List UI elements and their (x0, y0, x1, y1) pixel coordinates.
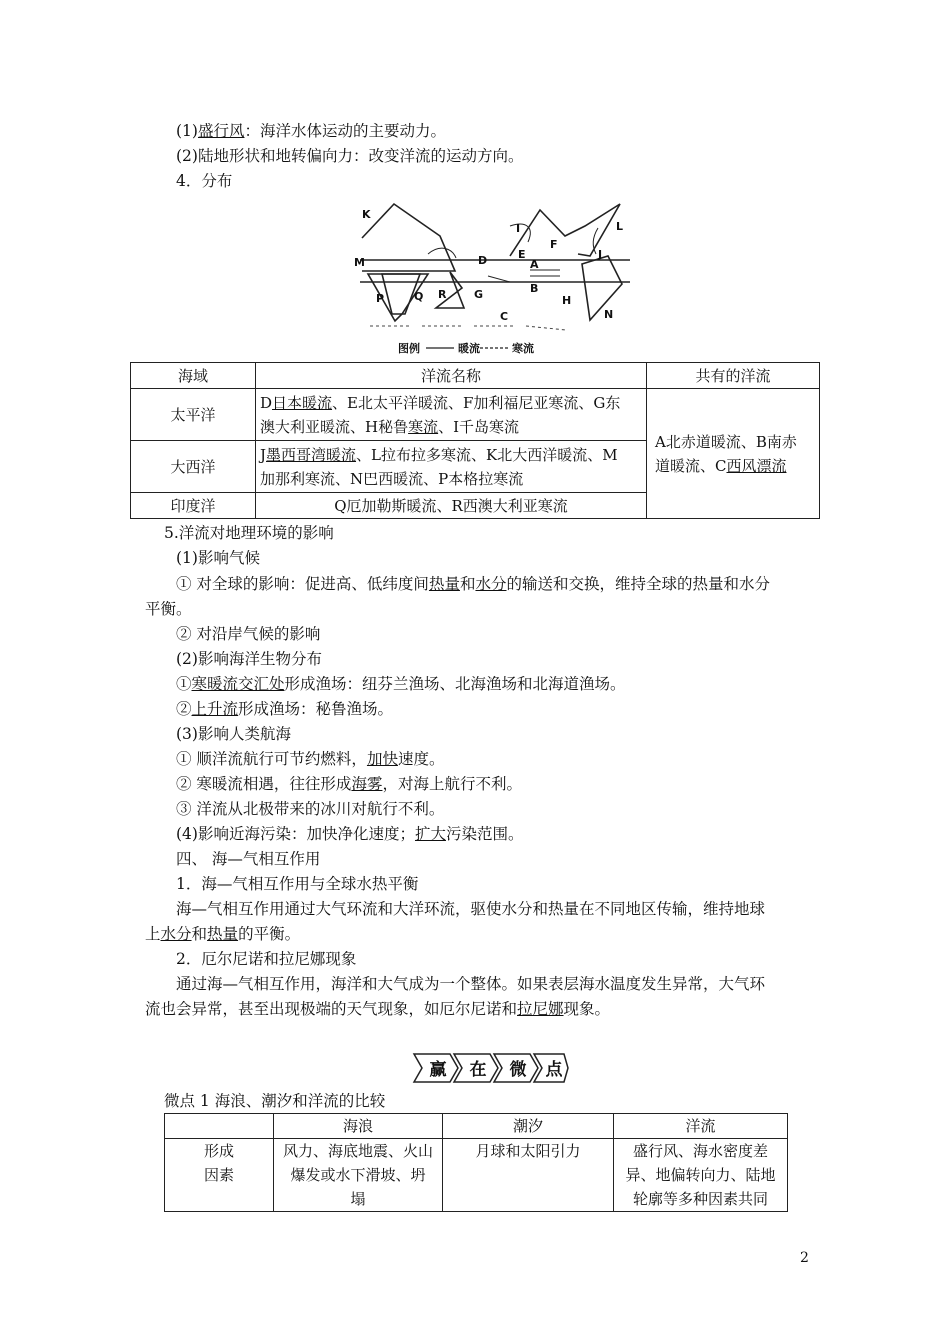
row-pacific-name: 太平洋 (131, 389, 256, 441)
banner-char-2: 在 (469, 1060, 487, 1080)
label-B: B (530, 282, 539, 295)
banner-char-1: 赢 (429, 1060, 447, 1080)
nav-1: ① 顺洋流航行可节约燃料，加快速度。 (176, 750, 445, 768)
label-E: E (518, 248, 526, 261)
bio-1: ①寒暖流交汇处形成渔场：纽芬兰渔场、北海渔场和北海道渔场。 (176, 675, 626, 693)
legend-warm: 暖流 (458, 342, 480, 355)
cmp-wave-cause: 风力、海底地震、火山 爆发或水下滑坡、坍 塌 (274, 1139, 443, 1212)
bio-2: ②上升流形成渔场：秘鲁渔场。 (176, 700, 394, 718)
cmp-row-label: 形成 因素 (165, 1139, 274, 1212)
label-J: J (598, 248, 603, 261)
page-number: 2 (800, 1250, 809, 1266)
row-indian-name: 印度洋 (131, 493, 256, 519)
section-5-title: 5.洋流对地理环境的影响 (164, 524, 334, 542)
part-4-title: 四、 海—气相互作用 (176, 850, 321, 868)
label-C: C (500, 310, 509, 323)
label-Q: Q (414, 290, 424, 303)
header-current-name: 洋流名称 (256, 363, 647, 389)
cmp-header-current: 洋流 (614, 1114, 788, 1139)
current-loop-arrow (428, 248, 456, 258)
shared-currents-cell: A北赤道暖流、B南赤 道暖流、C西风漂流 (647, 389, 820, 519)
term-prevailing-wind: 盛行风 (197, 122, 245, 140)
cmp-header-wave: 海浪 (274, 1114, 443, 1139)
cause-2: (2)陆地形状和地转偏向力：改变洋流的运动方向。 (176, 147, 524, 165)
ocean-current-map (350, 196, 640, 358)
pollution: (4)影响近海污染：加快净化速度；扩大污染范围。 (176, 825, 524, 843)
label-I: I (516, 222, 521, 235)
label-R: R (438, 288, 447, 301)
current-D-arrow (488, 276, 510, 282)
continent-eurasia (510, 204, 620, 256)
nav-title: (3)影响人类航海 (176, 725, 291, 743)
label-D: D (478, 254, 488, 267)
win-micro-point-banner (410, 1052, 570, 1084)
cmp-header-empty (165, 1114, 274, 1139)
cause-1: (1)盛行风：海洋水体运动的主要动力。 (176, 122, 446, 140)
row-pacific-currents: D日本暖流、E北太平洋暖流、F加利福尼亚寒流、G东 澳大利亚暖流、H秘鲁寒流、I千岛寒流 (256, 389, 647, 441)
legend-cold: 寒流 (512, 342, 534, 355)
comparison-table (164, 1113, 788, 1212)
header-sea-area: 海域 (131, 363, 256, 389)
label-G: G (474, 288, 484, 301)
cmp-tide-cause: 月球和太阳引力 (443, 1139, 614, 1212)
climate-title: (1)影响气候 (176, 549, 260, 567)
part-4-s1-line1: 海—气相互作用通过大气环流和大洋环流，驱使水分和热量在不同地区传输，维持地球 (176, 900, 766, 918)
bio-title: (2)影响海洋生物分布 (176, 650, 322, 668)
part-4-s1-line2: 上水分和热量的平衡。 (145, 925, 301, 943)
label-M: M (354, 256, 365, 269)
part-4-s2-line1: 通过海—气相互作用，海洋和大气成为一个整体。如果表层海水温度发生异常，大气环 (176, 975, 766, 993)
label-F: F (550, 238, 558, 251)
nav-2: ② 寒暖流相遇，往往形成海雾，对海上航行不利。 (176, 775, 522, 793)
row-atlantic-name: 大西洋 (131, 441, 256, 493)
part-4-s2-title: 2．厄尔尼诺和拉尼娜现象 (176, 950, 357, 968)
banner-char-3: 微 (509, 1060, 527, 1080)
header-shared-currents: 共有的洋流 (647, 363, 820, 389)
label-K: K (362, 208, 371, 221)
row-atlantic-currents: J墨西哥湾暖流、L拉布拉多寒流、K北大西洋暖流、M 加那利寒流、N巴西暖流、P本格拉寒流 (256, 441, 647, 493)
continent-america-east (582, 256, 622, 320)
global-effect: ① 对全球的影响：促进高、低纬度间热量和水分的输送和交换，维持全球的热量和水分 (176, 575, 770, 593)
cmp-header-tide: 潮汐 (443, 1114, 614, 1139)
label-L: L (616, 220, 624, 233)
distribution-table (130, 362, 820, 519)
part-4-s2-line2: 流也会异常，甚至出现极端的天气现象，如厄尔尼诺和拉尼娜现象。 (145, 1000, 611, 1018)
label-P: P (376, 292, 385, 305)
label-H: H (562, 294, 572, 307)
banner-char-4: 点 (545, 1060, 563, 1080)
nav-3: ③ 洋流从北极带来的冰川对航行不利。 (176, 800, 445, 818)
continent-north-america (362, 204, 455, 271)
label-A: A (530, 258, 539, 271)
part-4-s1-title: 1．海—气相互作用与全球水热平衡 (176, 875, 419, 893)
section-4-title: 4．分布 (176, 172, 233, 190)
legend-prefix: 图例 (398, 342, 420, 355)
westerly-drift-4 (526, 326, 566, 330)
global-effect-cont: 平衡。 (145, 600, 192, 618)
label-N: N (604, 308, 614, 321)
coastal-effect: ② 对沿岸气候的影响 (176, 625, 321, 643)
cmp-current-cause: 盛行风、海水密度差 异、地偏转向力、陆地 轮廓等多种因素共同 (614, 1139, 788, 1212)
micro-point-title: 微点 1 海浪、潮汐和洋流的比较 (164, 1092, 386, 1110)
row-indian-currents: Q厄加勒斯暖流、R西澳大利亚寒流 (256, 493, 647, 519)
